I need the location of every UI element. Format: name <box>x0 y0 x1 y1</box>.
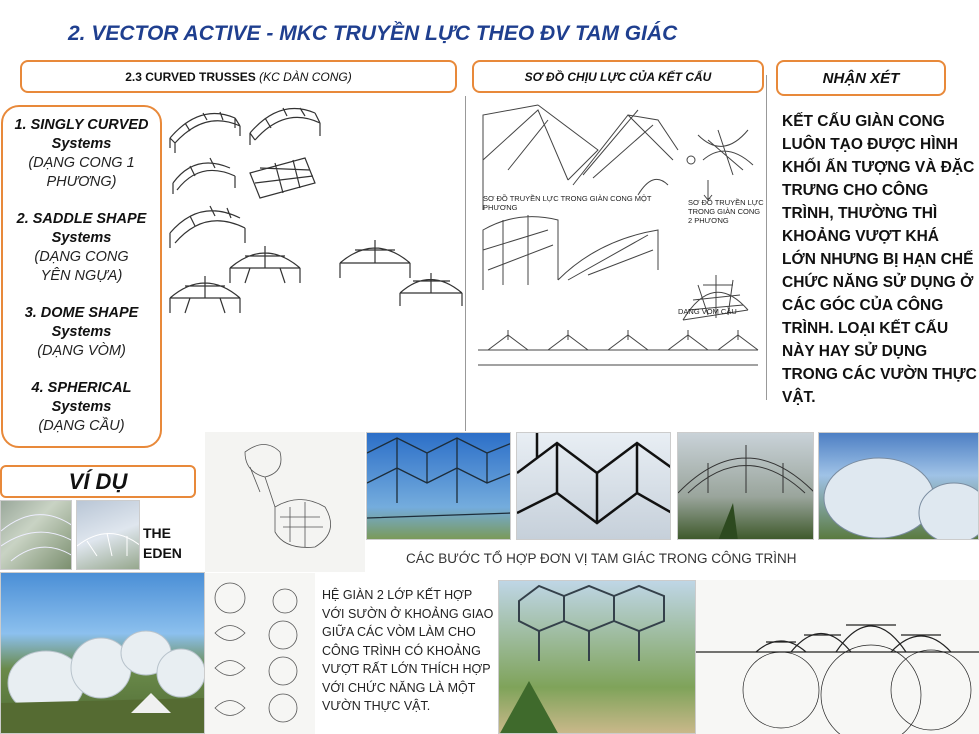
load-diagram <box>478 100 764 390</box>
system-sub: Systems <box>51 136 112 152</box>
system-name: 3. DOME SHAPE <box>24 305 139 321</box>
steps-caption: CÁC BƯỚC TỔ HỢP ĐƠN VỊ TAM GIÁC TRONG CÔNG TRÌNH <box>406 551 797 566</box>
interior-photo-1 <box>366 432 511 540</box>
example-header: VÍ DỤ <box>68 468 128 494</box>
system-item-spherical <box>32 379 132 436</box>
remarks-header: NHẬN XÉT <box>822 69 900 87</box>
eden-dome-photo <box>76 500 140 570</box>
system-vn: (DẠNG CẦU) <box>38 418 125 434</box>
eden-main-photo <box>0 572 205 734</box>
diagram-header-box <box>472 60 764 93</box>
trusses-header <box>125 70 352 84</box>
section-drawing <box>696 580 979 734</box>
divider <box>465 96 466 431</box>
system-name: 4. SPHERICAL <box>31 380 132 396</box>
interior-photo-4 <box>818 432 979 540</box>
dome-sketch <box>205 432 365 572</box>
dome-label: DẠNG VÒM CẦU <box>678 307 737 316</box>
system-vn: (DẠNG CONG YÊN NGỰA) <box>34 249 129 284</box>
assembly-steps-sketch <box>205 573 315 734</box>
systems-list <box>1 105 162 448</box>
trusses-header-sub: (KC DÀN CONG) <box>259 69 352 84</box>
system-vn: (DẠNG VÒM) <box>37 343 126 359</box>
page-title: 2. VECTOR ACTIVE - MKC TRUYỀN LỰC THEO ĐV TAM GIÁC <box>68 22 678 45</box>
trusses-header-box <box>20 60 457 93</box>
structure-description: HỆ GIÀN 2 LỚP KẾT HỢP VỚI SƯỜN Ở KHOẢNG GIAO GIỮA CÁC VÒM LÀM CHO CÔNG TRÌNH CÓ KHOẢNG VƯỢT RẤT LỚN THÍCH HỢP VỚI CHỨC NĂNG LÀ MỘT VƯỜN THỰC VẬT. <box>322 588 494 713</box>
system-name: 1. SINGLY CURVED <box>14 117 149 133</box>
interior-photo-3 <box>677 432 814 540</box>
two-way-label: SƠ ĐỒ TRUYỀN LỰC TRONG GIÀN CONG 2 PHƯƠNG <box>688 198 764 225</box>
hexagon-dome-photo <box>498 580 696 734</box>
system-name: 2. SADDLE SHAPE <box>16 211 147 227</box>
system-vn: (DẠNG CONG 1 PHƯƠNG) <box>28 155 135 190</box>
system-item-singly-curved <box>14 116 148 192</box>
eden-label: THE EDEN <box>143 525 182 561</box>
system-sub: Systems <box>51 399 112 415</box>
truss-sketches <box>165 98 465 330</box>
system-sub: Systems <box>51 230 112 246</box>
eden-aerial-photo <box>0 500 72 570</box>
diagram-header: SƠ ĐỒ CHỊU LỰC CỦA KẾT CẤU <box>524 69 712 84</box>
remarks-text: KẾT CẤU GIÀN CONG LUÔN TẠO ĐƯỢC HÌNH KHỐI ẤN TƯỢNG VÀ ĐẶC TRƯNG CHO CÔNG TRÌNH, THƯỜNG THÌ KHOẢNG VƯỢT KHÁ LỚN NHƯNG BỊ HẠN CHẾ CHỨC NĂNG SỬ DỤNG Ở CÁC GÓC CỦA CÔNG TRÌNH. LOẠI KẾT CẤU NÀY HAY SỬ DỤNG TRONG CÁC VƯỜN THỰC VẬT. <box>782 113 977 406</box>
trusses-header-main: 2.3 CURVED TRUSSES <box>125 69 256 84</box>
system-item-saddle-shape <box>17 210 147 286</box>
remarks-header-box <box>776 60 946 96</box>
example-header-box <box>0 465 196 498</box>
system-item-dome-shape <box>25 304 139 361</box>
one-way-label: SƠ ĐỒ TRUYỀN LỰC TRONG GIÀN CONG MỘT PHƯƠNG <box>483 194 652 212</box>
interior-photo-2 <box>516 432 671 540</box>
system-sub: Systems <box>51 324 112 340</box>
divider <box>766 75 767 400</box>
